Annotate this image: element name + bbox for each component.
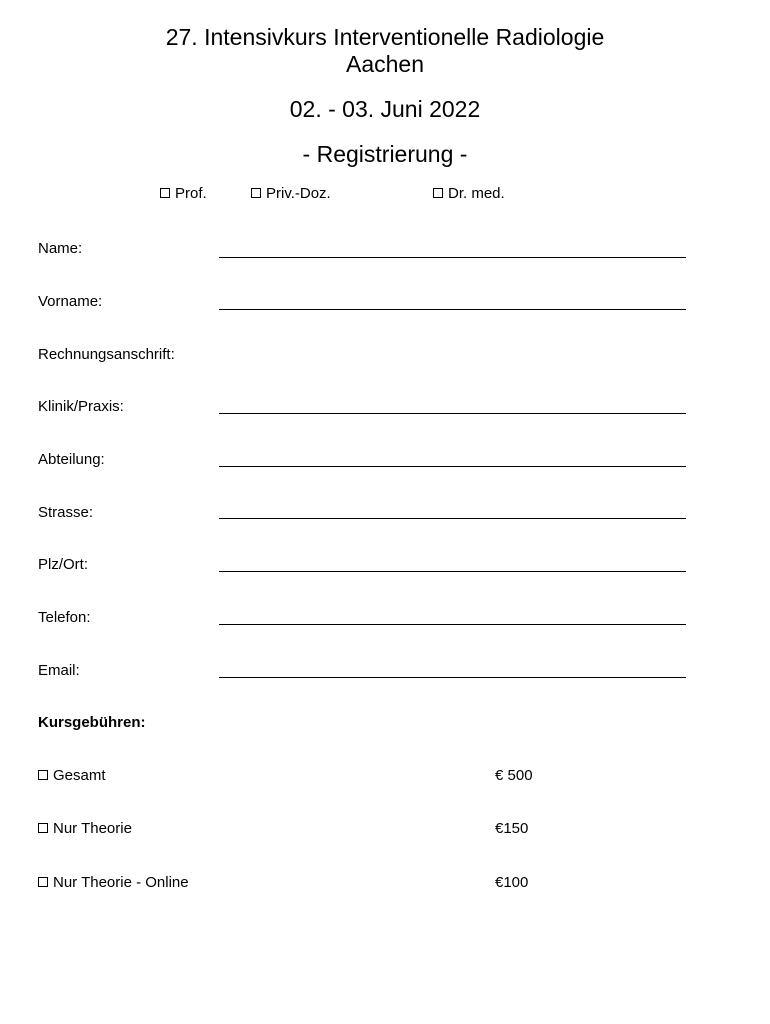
checkbox-nur-theorie[interactable] bbox=[38, 823, 48, 833]
email-field[interactable] bbox=[219, 677, 686, 678]
document-title-location: Aachen bbox=[345, 51, 424, 77]
checkbox-nur-theorie-online[interactable] bbox=[38, 877, 48, 887]
fees-heading: Kursgebühren: bbox=[38, 714, 146, 731]
title-option-dr-med[interactable] bbox=[433, 185, 505, 203]
fee-price-gesamt: € 500 bbox=[495, 767, 533, 784]
rechnungsanschrift-label: Rechnungsanschrift: bbox=[38, 346, 175, 363]
checkbox-gesamt[interactable] bbox=[38, 770, 48, 780]
email-label: Email: bbox=[38, 662, 80, 679]
fee-price-nur-theorie-online: €100 bbox=[495, 874, 529, 891]
title-option-label: Priv.-Doz. bbox=[266, 185, 331, 202]
plz-ort-field[interactable] bbox=[219, 571, 686, 572]
fee-option-label: Gesamt bbox=[53, 767, 106, 784]
checkbox-prof[interactable] bbox=[160, 188, 170, 198]
fee-option-gesamt[interactable] bbox=[38, 767, 106, 785]
fee-option-label: Nur Theorie - Online bbox=[53, 874, 189, 891]
strasse-field[interactable] bbox=[219, 518, 686, 519]
klinik-field[interactable] bbox=[219, 413, 686, 414]
fee-option-nur-theorie-online[interactable] bbox=[38, 874, 189, 892]
form-subtitle: - Registrierung - bbox=[302, 141, 468, 167]
name-label: Name: bbox=[38, 240, 83, 257]
course-date: 02. - 03. Juni 2022 bbox=[289, 96, 481, 122]
telefon-field[interactable] bbox=[219, 624, 686, 625]
vorname-field[interactable] bbox=[219, 309, 686, 310]
name-field[interactable] bbox=[219, 257, 686, 258]
title-option-label: Prof. bbox=[175, 185, 207, 202]
fee-option-nur-theorie[interactable] bbox=[38, 820, 132, 838]
title-option-priv-doz[interactable] bbox=[251, 185, 331, 203]
abteilung-field[interactable] bbox=[219, 466, 686, 467]
checkbox-priv-doz[interactable] bbox=[251, 188, 261, 198]
strasse-label: Strasse: bbox=[38, 504, 94, 521]
document-title: 27. Intensivkurs Interventionelle Radiologie bbox=[165, 24, 605, 50]
vorname-label: Vorname: bbox=[38, 293, 103, 310]
abteilung-label: Abteilung: bbox=[38, 451, 105, 468]
title-option-prof[interactable] bbox=[160, 185, 207, 203]
fee-option-label: Nur Theorie bbox=[53, 820, 132, 837]
fee-price-nur-theorie: €150 bbox=[495, 820, 529, 837]
telefon-label: Telefon: bbox=[38, 609, 91, 626]
plz-ort-label: Plz/Ort: bbox=[38, 556, 89, 573]
title-option-label: Dr. med. bbox=[448, 185, 505, 202]
klinik-label: Klinik/Praxis: bbox=[38, 398, 124, 415]
checkbox-dr-med[interactable] bbox=[433, 188, 443, 198]
